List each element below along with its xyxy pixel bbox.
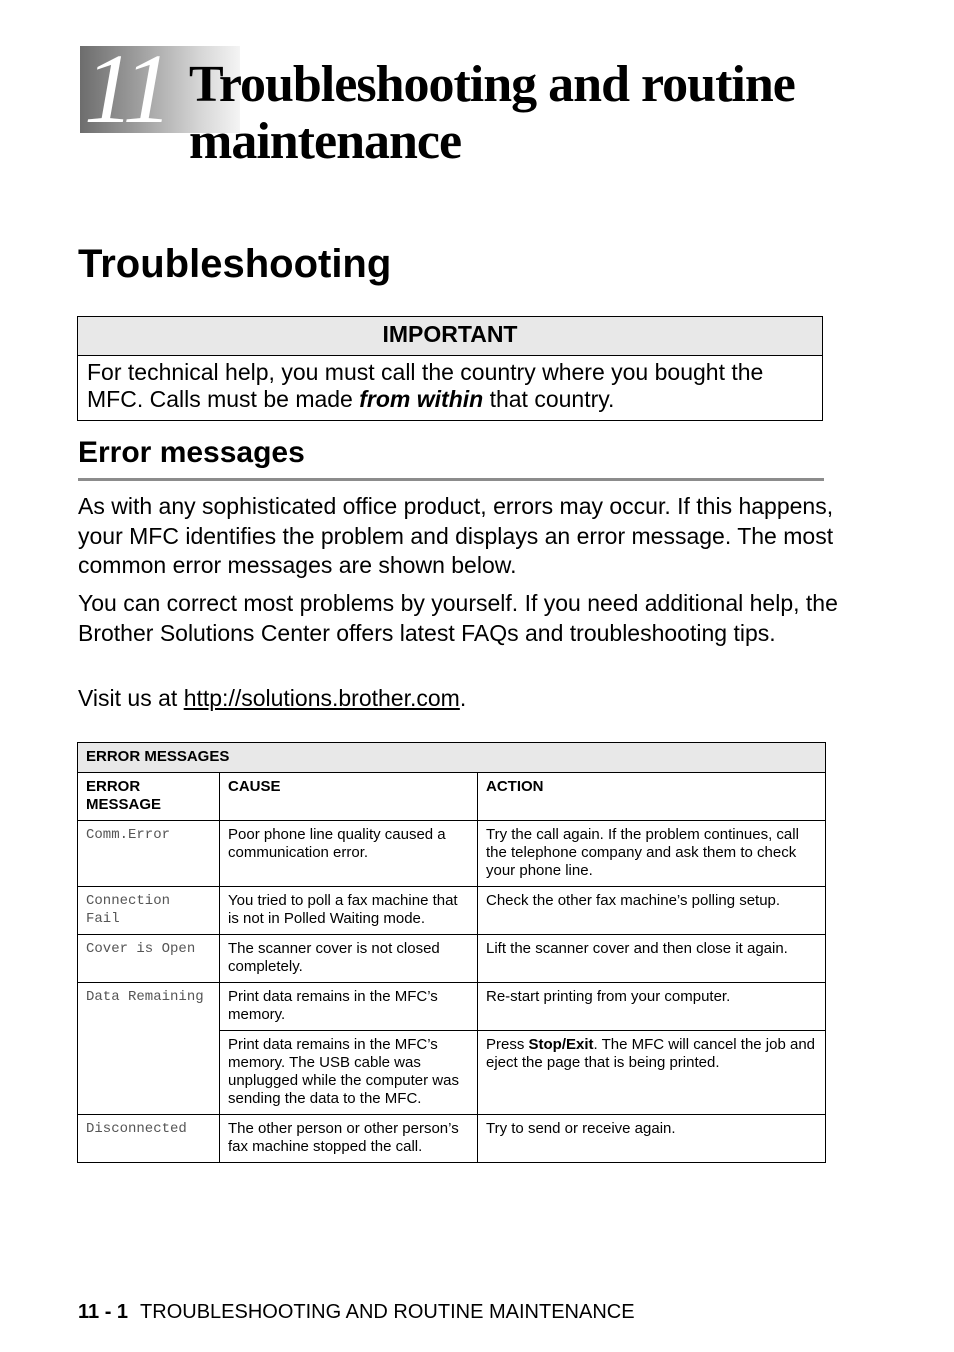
stop-exit-key-label: Stop/Exit <box>528 1036 594 1053</box>
error-message-cell: Connection Fail <box>78 887 220 935</box>
cause-cell: You tried to poll a fax machine that is not in Polled Waiting mode. <box>220 887 478 935</box>
table-caption: ERROR MESSAGES <box>78 743 826 773</box>
important-notice <box>77 316 823 421</box>
subsection-title: Error messages <box>78 436 305 469</box>
intro-paragraph: As with any sophisticated office product, errors may occur. If this happens, your MFC identifies the problem and displays an error message. The most common error messages are shown below. <box>78 493 834 578</box>
action-cell: Try to send or receive again. <box>478 1115 826 1163</box>
table-row <box>78 887 826 935</box>
cause-cell: The scanner cover is not closed completely. <box>220 935 478 983</box>
important-emphasis: from within <box>359 386 484 412</box>
error-message-cell: Comm.Error <box>78 821 220 887</box>
action-prefix: Press <box>486 1036 529 1053</box>
subsection-divider <box>78 478 824 481</box>
table-row <box>78 983 826 1031</box>
visit-prefix: Visit us at <box>78 685 184 711</box>
cause-cell: Print data remains in the MFC’s memory. The USB cable was unplugged while the computer was sending the data to the MFC. <box>220 1031 478 1115</box>
action-suffix: . The MFC will cancel the job and eject the page that is being printed. <box>486 1036 816 1071</box>
header-action: ACTION <box>478 773 826 821</box>
important-text-part1: For technical help, you must call the country where you bought the MFC. Calls must be made <box>87 359 764 412</box>
cause-cell: The other person or other person’s fax machine stopped the call. <box>220 1115 478 1163</box>
action-cell: Check the other fax machine’s polling setup. <box>478 887 826 935</box>
error-message-cell: Disconnected <box>78 1115 220 1163</box>
solutions-center-link[interactable]: http://solutions.brother.com <box>183 685 460 711</box>
important-text <box>78 356 822 420</box>
action-cell: Lift the scanner cover and then close it again. <box>478 935 826 983</box>
cause-cell: Print data remains in the MFC’s memory. <box>220 983 478 1031</box>
footer-page-number: 11 - 1 <box>78 1301 129 1323</box>
footer-title: TROUBLESHOOTING AND ROUTINE MAINTENANCE <box>140 1301 635 1323</box>
page-footer <box>78 1300 635 1324</box>
section-title: Troubleshooting <box>78 242 392 286</box>
action-cell: Try the call again. If the problem continues, call the telephone company and ask them to check your phone line. <box>478 821 826 887</box>
header-error-message: ERROR MESSAGE <box>78 773 220 821</box>
action-cell <box>478 1031 826 1115</box>
chapter-title <box>189 56 909 170</box>
chapter-title-line1: Troubleshooting and routine <box>189 56 795 113</box>
visit-paragraph <box>78 684 838 714</box>
table-row <box>78 1115 826 1163</box>
help-paragraph: You can correct most problems by yourself. If you need additional help, the Brother Solutions Center offers latest FAQs and troubleshooting tips. <box>78 590 838 646</box>
table-row <box>78 821 826 887</box>
chapter-title-line2: maintenance <box>189 113 462 170</box>
table-row <box>78 935 826 983</box>
visit-suffix: . <box>459 685 467 711</box>
error-messages-table <box>77 742 826 1163</box>
important-heading: IMPORTANT <box>78 317 822 356</box>
chapter-number: 11 <box>84 33 169 144</box>
cause-cell: Poor phone line quality caused a communication error. <box>220 821 478 887</box>
important-text-part2: that country. <box>483 386 615 412</box>
action-cell: Re-start printing from your computer. <box>478 983 826 1031</box>
header-cause: CAUSE <box>220 773 478 821</box>
error-message-cell: Data Remaining <box>78 983 220 1115</box>
error-message-cell: Cover is Open <box>78 935 220 983</box>
